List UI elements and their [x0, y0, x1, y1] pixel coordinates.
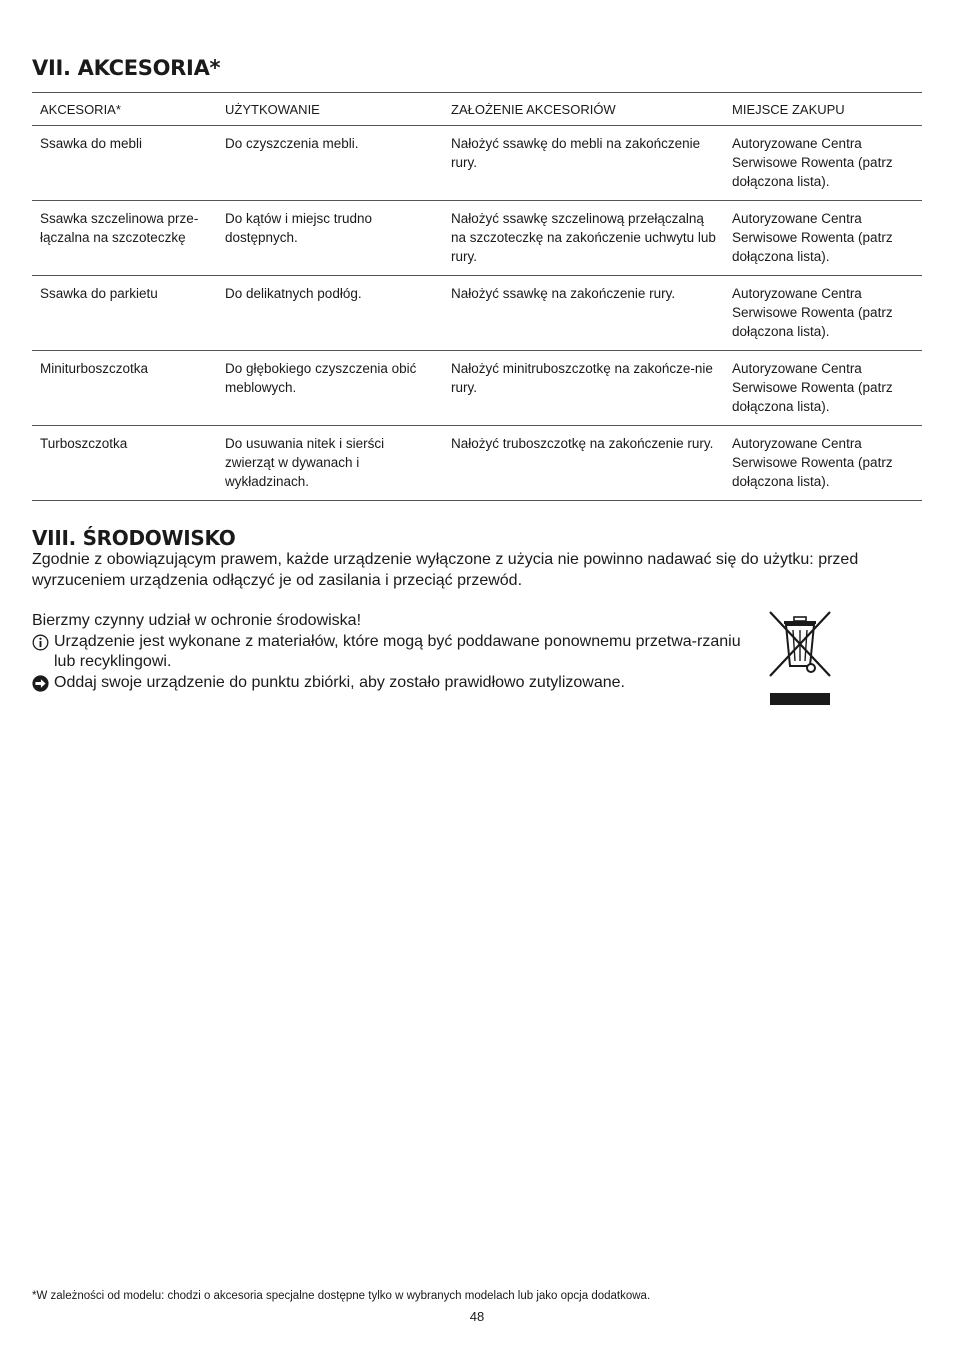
environment-lead: Bierzmy czynny udział w ochronie środowiska! — [32, 612, 362, 629]
cell-usage: Do delikatnych podłóg. — [217, 276, 443, 351]
footnote: *W zależności od modelu: chodzi o akcesoria specjalne dostępne tylko w wybranych modelach lub jako opcja dodatkowa. — [32, 1290, 651, 1302]
environment-intro: Zgodnie z obowiązującym prawem, każde urządzenie wyłączone z użycia nie powinno nadawać się do użytku: przed wyrzuceniem urządzenia odłączyć je od zasilania i przeciąć przewód. — [32, 551, 859, 589]
column-header-purchase-place: MIEJSCE ZAKUPU — [724, 93, 922, 126]
cell-purchase-place: Autoryzowane Centra Serwisowe Rowenta (patrz dołączona lista). — [724, 351, 922, 426]
cell-purchase-place: Autoryzowane Centra Serwisowe Rowenta (patrz dołączona lista). — [724, 201, 922, 276]
table-row — [32, 201, 922, 276]
cell-accessory: Turboszczotka — [32, 426, 217, 501]
cell-accessory: Ssawka do parkietu — [32, 276, 217, 351]
column-header-usage: UŻYTKOWANIE — [217, 93, 443, 126]
cell-fitting: Nałożyć ssawkę do mebli na zakończenie rury. — [443, 126, 724, 201]
info-note — [32, 632, 752, 673]
cell-usage: Do kątów i miejsc trudno dostępnych. — [217, 201, 443, 276]
cell-fitting: Nałożyć ssawkę szczelinową przełączalną na szczoteczkę na zakończenie uchwytu lub rury. — [443, 201, 724, 276]
cell-accessory: Miniturboszczotka — [32, 351, 217, 426]
cell-fitting: Nałożyć ssawkę na zakończenie rury. — [443, 276, 724, 351]
table-row — [32, 276, 922, 351]
cell-usage: Do głębokiego czyszczenia obić meblowych. — [217, 351, 443, 426]
cell-fitting: Nałożyć minitruboszczotkę na zakończe-nie rury. — [443, 351, 724, 426]
arrow-right-circle-icon — [32, 675, 49, 692]
table-row — [32, 351, 922, 426]
info-circle-icon — [32, 634, 49, 651]
cell-purchase-place: Autoryzowane Centra Serwisowe Rowenta (patrz dołączona lista). — [724, 426, 922, 501]
section-title-environment: VIII. ŚRODOWISKO — [32, 526, 236, 550]
action-note — [32, 673, 752, 694]
cell-accessory: Ssawka szczelinowa prze-łączalna na szczoteczkę — [32, 201, 217, 276]
table-row — [32, 426, 922, 501]
cell-fitting: Nałożyć truboszczotkę na zakończenie rury. — [443, 426, 724, 501]
table-header-row — [32, 93, 922, 126]
column-header-fitting: ZAŁOŻENIE AKCESORIÓW — [443, 93, 724, 126]
cell-usage: Do usuwania nitek i sierści zwierząt w dywanach i wykładzinach. — [217, 426, 443, 501]
environment-notes — [32, 611, 752, 693]
cell-accessory: Ssawka do mebli — [32, 126, 217, 201]
cell-purchase-place: Autoryzowane Centra Serwisowe Rowenta (patrz dołączona lista). — [724, 126, 922, 201]
section-title-accessories: VII. AKCESORIA* — [32, 56, 221, 80]
info-note-text: Urządzenie jest wykonane z materiałów, które mogą być poddawane ponownemu przetwa-rzaniu lub recyklingowi. — [54, 632, 741, 670]
action-note-text: Oddaj swoje urządzenie do punktu zbiórki, aby zostało prawidłowo zutylizowane. — [54, 673, 625, 691]
crossed-out-wheelie-bin-icon — [766, 608, 834, 708]
table-row — [32, 126, 922, 201]
cell-purchase-place: Autoryzowane Centra Serwisowe Rowenta (patrz dołączona lista). — [724, 276, 922, 351]
column-header-accessory: AKCESORIA* — [32, 93, 217, 126]
page-number: 48 — [469, 1309, 485, 1324]
accessories-table — [32, 92, 922, 501]
cell-usage: Do czyszczenia mebli. — [217, 126, 443, 201]
